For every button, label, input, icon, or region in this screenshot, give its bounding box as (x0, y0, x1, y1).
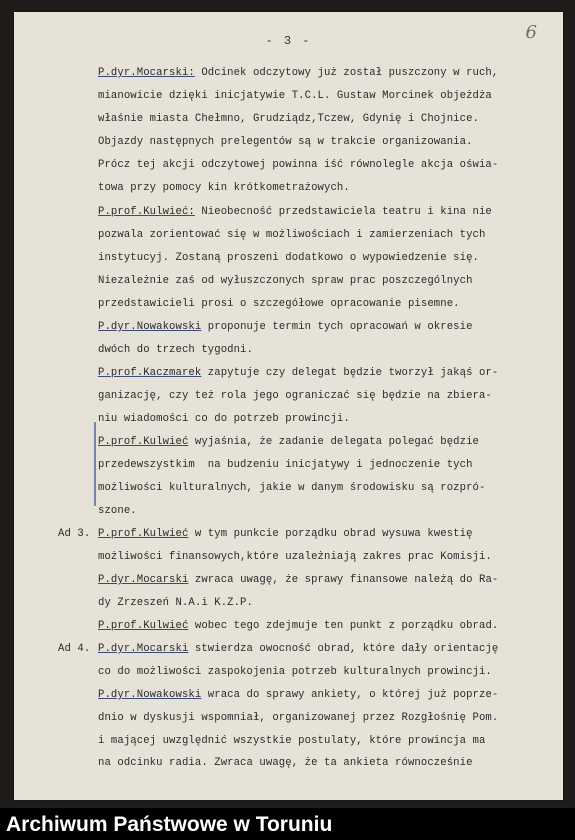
speaker-name: P.prof.Kaczmarek (98, 367, 202, 379)
speaker-name: P.prof.Kulwieć: (98, 206, 195, 218)
line-text: w tym punkcie porządku obrad wysuwa kwestię (188, 528, 473, 540)
text-line (98, 689, 498, 701)
speaker-name: P.dyr.Mocarski (98, 643, 189, 655)
line-text: właśnie miasta Chełmno, Grudziądz,Tczew, Gdynię i Chojnice. (98, 113, 479, 125)
line-text: możliwości finansowych,które uzależniają zakres prac Komisji. (98, 551, 492, 563)
line-text: dnio w dyskusji wspomniał, organizowanej przez Rozgłośnię Pom. (98, 712, 499, 724)
text-line (98, 620, 498, 632)
text-line (98, 712, 498, 724)
line-text: pozwala zorientować się w możliwościach i zamierzeniach tych (98, 229, 486, 241)
text-line (98, 367, 498, 379)
line-text: Nieobecność przedstawiciela teatru i kina nie (194, 206, 492, 218)
text-line (98, 206, 492, 218)
line-text: na odcinku radia. Zwraca uwagę, że ta ankieta równocześnie (98, 757, 473, 769)
text-line (98, 413, 350, 425)
speaker-name: P.dyr.Mocarski (98, 574, 189, 586)
line-text: i mającej uwzględnić wszystkie postulaty, które prowincja ma (98, 735, 486, 747)
line-text: szone. (98, 505, 137, 517)
text-line (98, 113, 479, 125)
line-text: Objazdy następnych prelegentów są w trakcie organizowania. (98, 136, 473, 148)
line-text: co do możliwości zaspokojenia potrzeb kulturalnych prowincji. (98, 666, 492, 678)
folio-number: 6 (525, 22, 537, 43)
line-text: zwraca uwagę, że sprawy finansowe należą do Ra- (188, 574, 499, 586)
text-line (98, 252, 479, 264)
line-text: Prócz tej akcji odczytowej powinna iść równolegle akcja oświa- (98, 159, 499, 171)
line-text: ganizację, czy też rola jego ograniczać się będzie na zbiera- (98, 390, 492, 402)
text-line (98, 666, 492, 678)
speaker-name: P.dyr.Nowakowski (98, 321, 202, 333)
line-text: wraca do sprawy ankiety, o której już poprze- (201, 689, 499, 701)
archive-label: Archiwum Państwowe w Toruniu (6, 813, 333, 836)
line-text: dwóch do trzech tygodni. (98, 344, 253, 356)
text-line (98, 735, 485, 747)
text-line (98, 459, 473, 471)
line-text: przedewszystkim na budzeniu inicjatywy i jednoczenie tych (98, 459, 473, 471)
speaker-name: P.prof.Kulwieć (98, 620, 189, 632)
text-line (98, 229, 485, 241)
text-line (98, 182, 350, 194)
line-text: towa przy pomocy kin krótkometrażowych. (98, 182, 350, 194)
text-line (98, 390, 492, 402)
line-text: niu wiadomości co do potrzeb prowincji. (98, 413, 350, 425)
text-line (98, 90, 492, 102)
text-line (98, 482, 485, 494)
document-page (14, 12, 563, 800)
line-text: instytucyj. Zostaną proszeni dodatkowo o wypowiedzenie się. (98, 252, 479, 264)
text-line (98, 436, 479, 448)
page-number: - 3 - (265, 34, 312, 48)
text-line (98, 159, 498, 171)
archive-footer (0, 808, 575, 840)
agenda-item-number: Ad 3. (58, 528, 91, 540)
speaker-name: P.dyr.Nowakowski (98, 689, 202, 701)
line-text: dy Zrzeszeń N.A.i K.Z.P. (98, 597, 253, 609)
line-text: wobec tego zdejmuje ten punkt z porządku obrad. (188, 620, 499, 632)
text-line (98, 298, 460, 310)
text-line (98, 344, 253, 356)
speaker-name: P.prof.Kulwieć (98, 528, 189, 540)
text-line (58, 528, 473, 540)
text-line (98, 136, 473, 148)
line-text: Niezależnie zaś od wyłuszczonych spraw prac poszczególnych (98, 275, 473, 287)
text-line (58, 643, 498, 655)
line-text: mianowicie dzięki inicjatywie T.C.L. Gustaw Morcinek objeżdża (98, 90, 492, 102)
text-line (98, 757, 473, 769)
line-text: przedstawicieli prosi o szczegółowe opracowanie pisemne. (98, 298, 460, 310)
line-text: możliwości kulturalnych, jakie w danym środowisku są rozpró- (98, 482, 486, 494)
text-line (98, 275, 473, 287)
line-text: zapytuje czy delegat będzie tworzył jakąś or- (201, 367, 499, 379)
speaker-name: P.dyr.Mocarski: (98, 67, 195, 79)
line-text: wyjaśnia, że zadanie delegata polegać będzie (188, 436, 479, 448)
line-text: Odcinek odczytowy już został puszczony w ruch, (194, 67, 499, 79)
text-line (98, 67, 498, 79)
line-text: proponuje termin tych opracowań w okresie (201, 321, 473, 333)
text-line (98, 574, 498, 586)
speaker-name: P.prof.Kulwieć (98, 436, 189, 448)
text-line (98, 505, 137, 517)
text-line (98, 321, 473, 333)
text-line (98, 597, 253, 609)
margin-pencil-mark (94, 422, 96, 506)
agenda-item-number: Ad 4. (58, 643, 91, 655)
line-text: stwierdza owocność obrad, które dały orientację (188, 643, 499, 655)
text-line (98, 551, 492, 563)
